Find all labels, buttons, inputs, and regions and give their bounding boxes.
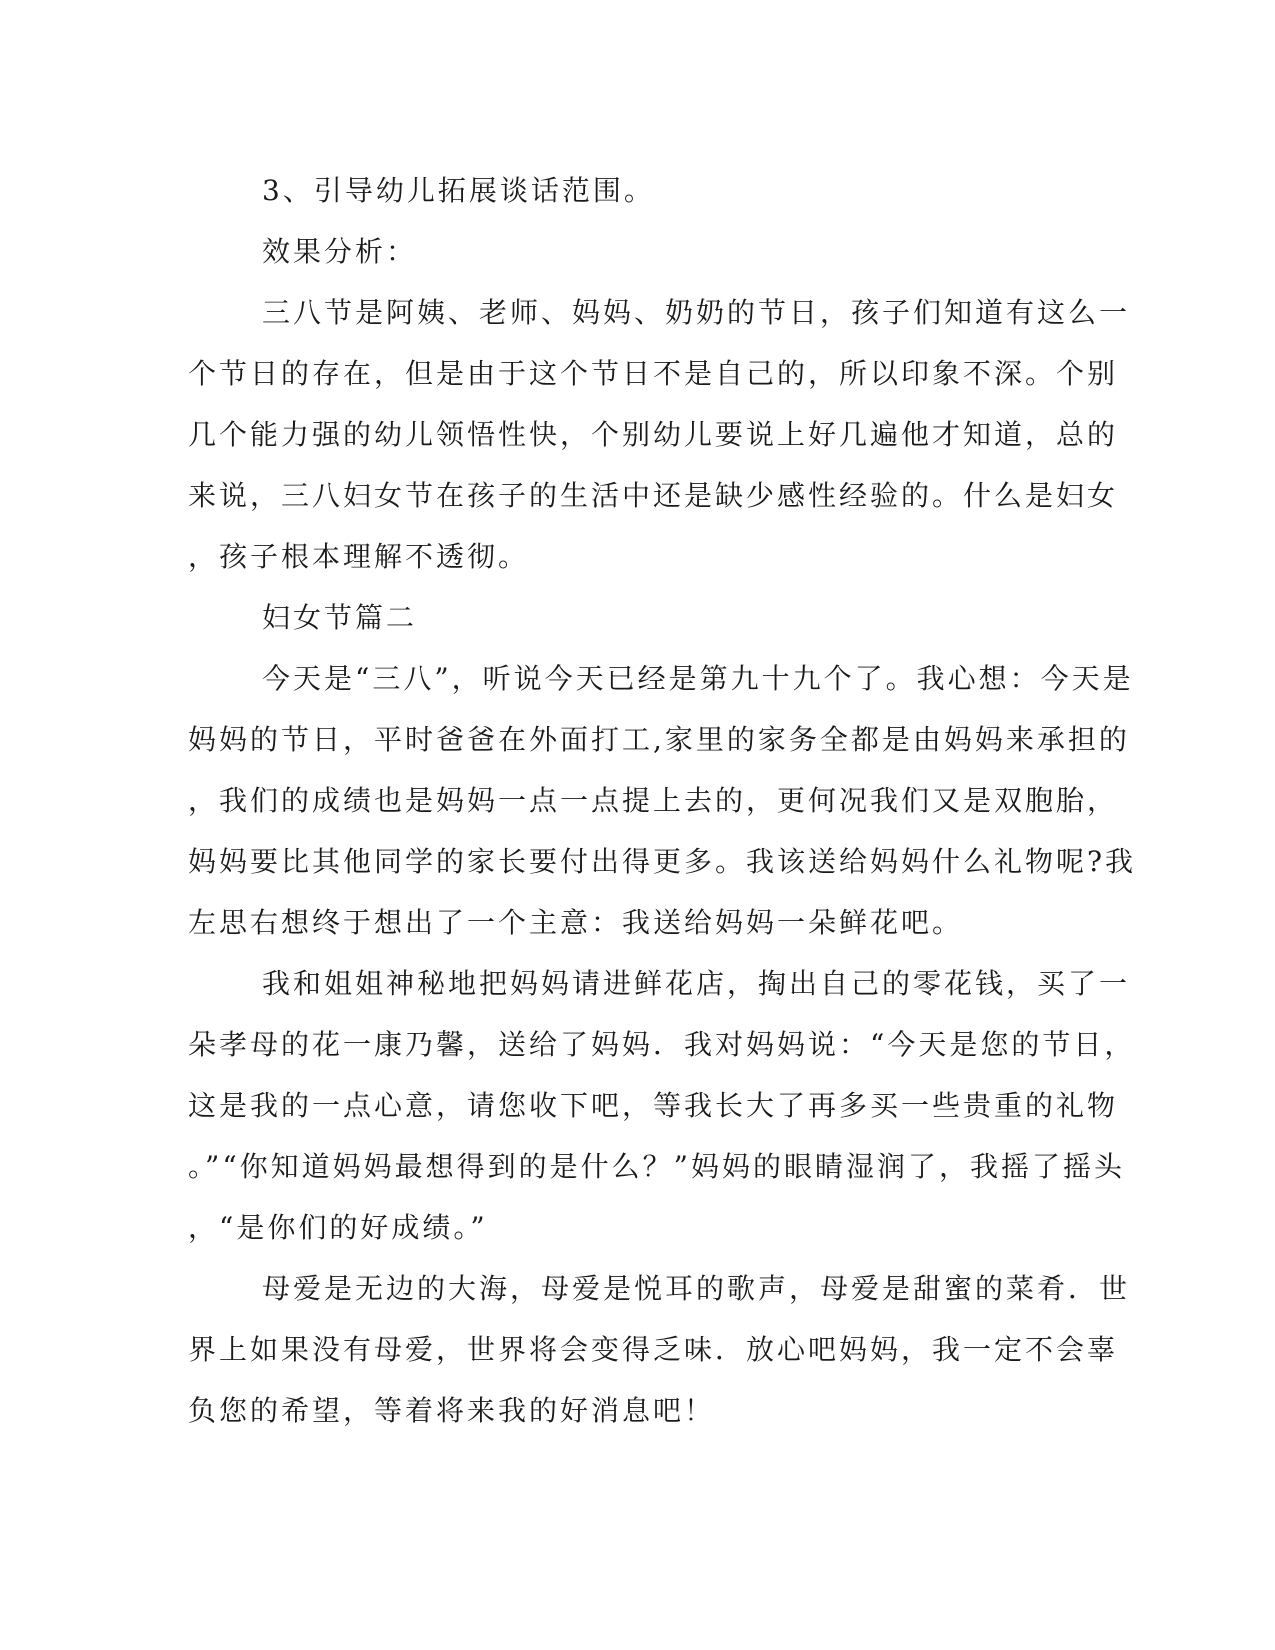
text-line: 几个能力强的幼儿领悟性快，个别幼儿要说上好几遍他才知道，总的 [188,418,1119,451]
text-line: 负您的希望，等着将来我的好消息吧！ [188,1394,716,1427]
text-line: ，“是你们的好成绩。” [188,1211,488,1244]
text-line: 三八节是阿姨、老师、妈妈、奶奶的节日，孩子们知道有这么一 [262,296,1131,329]
text-line: ，孩子根本理解不透彻。 [188,540,530,573]
text-line: 左思右想终于想出了一个主意：我送给妈妈一朵鲜花吧。 [188,906,964,939]
text-line: ，我们的成绩也是妈妈一点一点提上去的，更何况我们又是双胞胎， [188,784,1119,817]
text-line: 3、引导幼儿拓展谈话范围。 [262,174,655,207]
section-heading: 效果分析： [262,235,418,268]
text-line: 界上如果没有母爱，世界将会变得乏味．放心吧妈妈，我一定不会辜 [188,1333,1119,1366]
text-line: 个节日的存在，但是由于这个节日不是自己的，所以印象不深。个别 [188,357,1119,390]
text-line: 朵孝母的花一康乃馨，送给了妈妈．我对妈妈说：“今天是您的节日， [188,1028,1136,1061]
text-line: 今天是“三八”，听说今天已经是第九十九个了。我心想：今天是 [262,662,1134,695]
section-heading: 妇女节篇二 [262,601,418,634]
text-line: 。”“你知道妈妈最想得到的是什么？”妈妈的眼睛湿润了，我摇了摇头 [188,1150,1125,1183]
document-body [188,160,1137,1441]
text-line: 妈妈的节日，平时爸爸在外面打工,家里的家务全都是由妈妈来承担的 [188,723,1130,756]
text-line: 母爱是无边的大海，母爱是悦耳的歌声，母爱是甜蜜的菜肴．世 [262,1272,1131,1305]
text-line: 我和姐姐神秘地把妈妈请进鲜花店，掏出自己的零花钱，买了一 [262,967,1131,1000]
text-line: 来说，三八妇女节在孩子的生活中还是缺少感性经验的。什么是妇女 [188,479,1119,512]
text-line: 这是我的一点心意，请您收下吧，等我长大了再多买一些贵重的礼物 [188,1089,1119,1122]
text-line: 妈妈要比其他同学的家长要付出得更多。我该送给妈妈什么礼物呢?我 [188,845,1137,878]
